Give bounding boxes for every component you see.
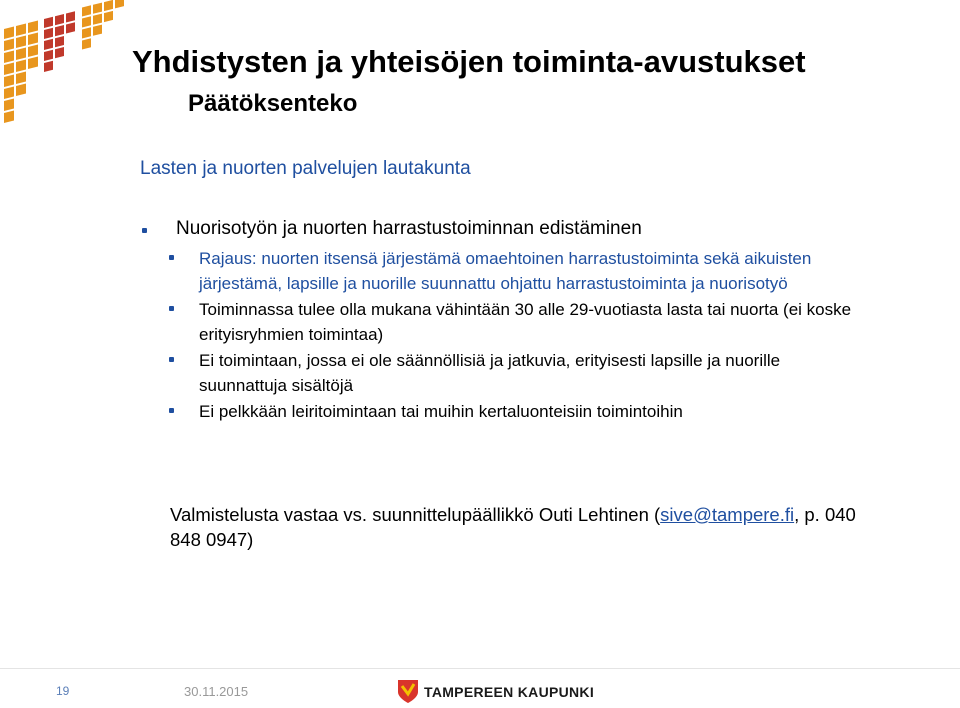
- board-name: Lasten ja nuorten palvelujen lautakunta: [140, 158, 471, 179]
- list-item: [199, 246, 859, 296]
- bullet-icon: [142, 228, 147, 233]
- bullet-icon: [169, 255, 174, 260]
- bullet-icon: [169, 408, 174, 413]
- bullet-icon: [169, 306, 174, 311]
- list-item-text: Ei pelkkään leiritoimintaan tai muihin kertaluonteisiin toimintoihin: [199, 402, 683, 421]
- list-item-text: Rajaus: nuorten itsensä järjestämä omaehtoinen harrastustoiminta sekä aikuisten järjestämä, lapsille ja nuorille suunnattu ohjattu harrastustoiminta ja nuorisotyö: [199, 249, 812, 293]
- bullet-icon: [169, 357, 174, 362]
- list-item: [199, 297, 859, 347]
- city-crest-icon: [396, 678, 420, 704]
- page-number: 19: [56, 684, 70, 698]
- contact-phone-text: , p. 040 848 0947): [170, 504, 856, 550]
- corner-logo-graphic: [0, 0, 132, 132]
- email-link[interactable]: sive@tampere.fi: [660, 504, 795, 525]
- page-title: Yhdistysten ja yhteisöjen toiminta-avustukset: [132, 44, 806, 79]
- sub-bullet-list: [199, 246, 859, 425]
- contact-note-text: Valmistelusta vastaa vs. suunnittelupäällikkö Outi Lehtinen (: [170, 504, 661, 525]
- footer-divider: [0, 668, 960, 669]
- list-item-text: Ei toimintaan, jossa ei ole säännöllisiä ja jatkuvia, erityisesti lapsille ja nuorille suunnattuja sisältöjä: [199, 351, 781, 395]
- list-item: [199, 348, 859, 398]
- list-item: [199, 399, 859, 424]
- list-item-text: Toiminnassa tulee olla mukana vähintään 30 alle 29-vuotiasta lasta tai nuorta (ei koske erityisryhmien toimintaa): [199, 300, 852, 344]
- main-bullet-text: Nuorisotyön ja nuorten harrastustoiminnan edistäminen: [176, 218, 642, 239]
- contact-note: [170, 502, 890, 552]
- page-subtitle: Päätöksenteko: [188, 90, 358, 117]
- city-name: TAMPEREEN KAUPUNKI: [424, 684, 595, 700]
- slide-date: 30.11.2015: [184, 684, 249, 699]
